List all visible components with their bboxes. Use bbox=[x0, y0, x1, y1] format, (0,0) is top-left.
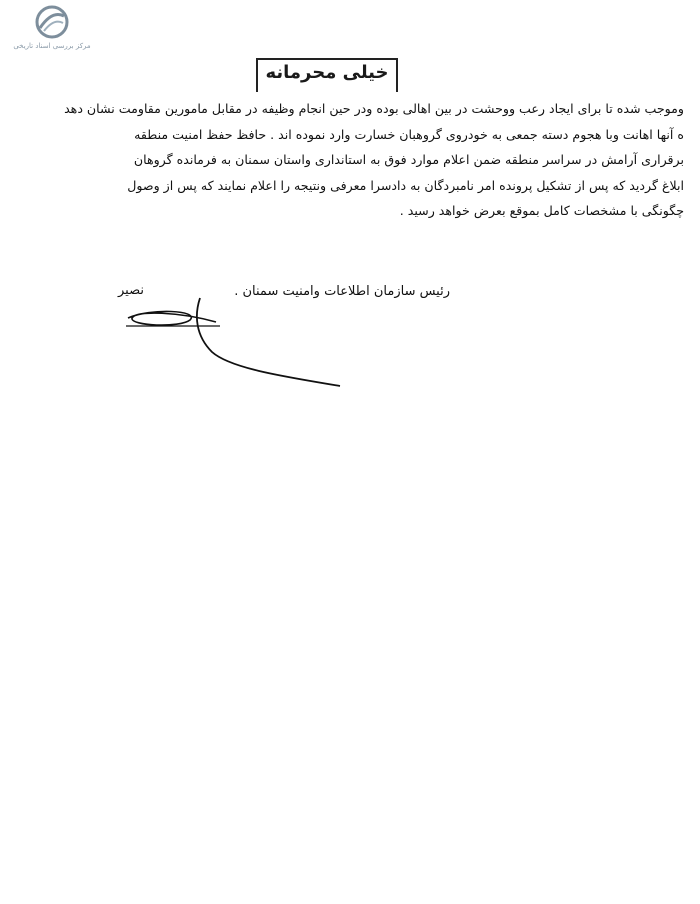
body-line: ه آنها اهانت وبا هجوم دسته جمعی به خودروی گروهبان خسارت وارد نموده اند . حافظ حفظ امنیت منطقه bbox=[134, 126, 684, 142]
body-line: ابلاغ گردید که پس از تشکیل پرونده امر نامبردگان به دادسرا معرفی ونتیجه را اعلام نمایند که پس از وصول bbox=[127, 177, 684, 193]
watermark-text: مرکز بررسی اسناد تاریخی bbox=[13, 42, 91, 50]
signatory-name: نصیر bbox=[118, 283, 144, 298]
archive-watermark bbox=[6, 4, 98, 52]
body-line: برقراری آرامش در سراسر منطقه ضمن اعلام موارد فوق به استانداری واستان سمنان به فرمانده گروهان bbox=[133, 152, 684, 167]
letter-body bbox=[8, 96, 684, 224]
archive-logo-icon bbox=[30, 4, 74, 40]
handwritten-signature bbox=[120, 296, 350, 392]
body-line: وموجب شده تا برای ایجاد رعب ووحشت در بین اهالی بوده ودر حین انجام وظیفه در مقابل مامورین مقاومت نشان دهد bbox=[64, 101, 684, 116]
body-line: چگونگی با مشخصات کامل بموقع بعرض خواهد رسید . bbox=[399, 203, 684, 218]
classification-stamp-text: خیلی محرمانه bbox=[265, 62, 389, 83]
signatory-title: رئیس سازمان اطلاعات وامنیت سمنان . bbox=[234, 284, 450, 299]
classification-stamp bbox=[256, 58, 398, 92]
